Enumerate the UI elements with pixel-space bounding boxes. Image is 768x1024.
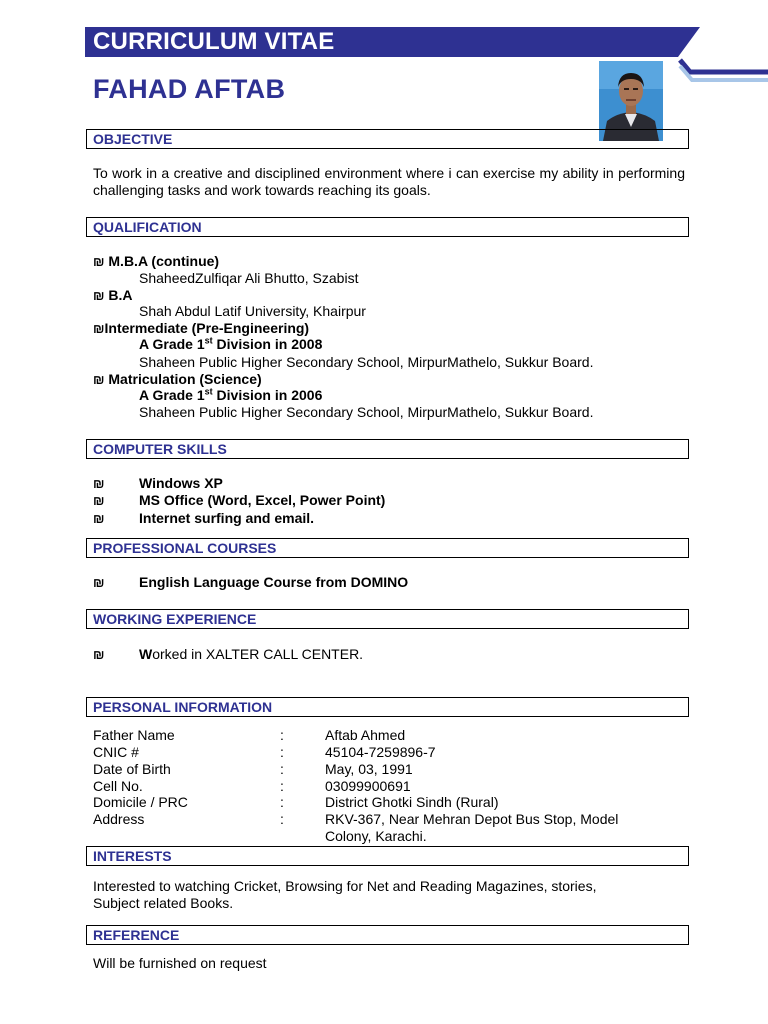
personal-separator: : <box>280 744 284 760</box>
personal-separator: : <box>280 727 284 743</box>
qualification-degree: ₪ B.A <box>93 287 133 303</box>
banner-accent-line <box>680 60 768 72</box>
qualification-institution: ShaheedZulfiqar Ali Bhutto, Szabist <box>139 270 359 286</box>
skill-item: Windows XP <box>139 475 223 491</box>
candidate-name: FAHAD AFTAB <box>93 74 286 104</box>
personal-separator: : <box>280 794 284 810</box>
skill-bullet-icon: ₪ <box>93 511 105 526</box>
personal-label: Cell No. <box>93 778 143 794</box>
section-header-working-experience: WORKING EXPERIENCE <box>86 609 689 629</box>
interests-text: Subject related Books. <box>93 895 234 911</box>
skill-item: Internet surfing and email. <box>139 510 315 526</box>
section-header-objective: OBJECTIVE <box>86 129 689 149</box>
qualification-institution: Shah Abdul Latif University, Khairpur <box>139 303 366 319</box>
personal-label: Address <box>93 811 145 827</box>
course-item: English Language Course from DOMINO <box>139 574 409 590</box>
personal-label: Domicile / PRC <box>93 794 188 810</box>
personal-value: Colony, Karachi. <box>325 828 427 844</box>
document-title: CURRICULUM VITAE <box>93 28 335 55</box>
section-header-reference: REFERENCE <box>86 925 689 945</box>
interests-text: Interested to watching Cricket, Browsing for Net and Reading Magazines, stories, <box>93 878 597 894</box>
experience-item: Worked in XALTER CALL CENTER. <box>139 646 364 662</box>
personal-value: May, 03, 1991 <box>325 761 413 777</box>
section-header-computer-skills: COMPUTER SKILLS <box>86 439 689 459</box>
personal-value: District Ghotki Sindh (Rural) <box>325 794 499 810</box>
qualification-degree: ₪ Matriculation (Science) <box>93 371 262 387</box>
qualification-grade: A Grade 1st Division in 2006 <box>139 386 323 403</box>
personal-separator: : <box>280 811 284 827</box>
skill-bullet-icon: ₪ <box>93 476 105 491</box>
experience-bullet-icon: ₪ <box>93 647 105 662</box>
qualification-degree: ₪Intermediate (Pre-Engineering) <box>93 320 310 336</box>
skill-bullet-icon: ₪ <box>93 493 105 508</box>
section-header-interests: INTERESTS <box>86 846 689 866</box>
section-header-personal-information: PERSONAL INFORMATION <box>86 697 689 717</box>
personal-label: Date of Birth <box>93 761 171 777</box>
personal-value: RKV-367, Near Mehran Depot Bus Stop, Model <box>325 811 619 827</box>
section-header-professional-courses: PROFESSIONAL COURSES <box>86 538 689 558</box>
personal-separator: : <box>280 761 284 777</box>
course-bullet-icon: ₪ <box>93 575 105 590</box>
personal-label: Father Name <box>93 727 175 743</box>
bullet-icon: ₪ <box>93 321 105 336</box>
bullet-icon: ₪ <box>93 254 105 269</box>
reference-text: Will be furnished on request <box>93 955 267 971</box>
personal-value: 45104-7259896-7 <box>325 744 436 760</box>
personal-separator: : <box>280 778 284 794</box>
personal-label: CNIC # <box>93 744 139 760</box>
qualification-institution: Shaheen Public Higher Secondary School, MirpurMathelo, Sukkur Board. <box>139 354 594 370</box>
personal-value: Aftab Ahmed <box>325 727 406 743</box>
skill-item: MS Office (Word, Excel, Power Point) <box>139 492 386 508</box>
objective-text: To work in a creative and disciplined environment where i can exercise my ability in performing challenging tasks and work towards reaching its goals. <box>93 165 685 198</box>
bullet-icon: ₪ <box>93 372 105 387</box>
qualification-institution: Shaheen Public Higher Secondary School, MirpurMathelo, Sukkur Board. <box>139 404 594 420</box>
qualification-grade: A Grade 1st Division in 2008 <box>139 335 323 352</box>
qualification-degree: ₪ M.B.A (continue) <box>93 253 220 269</box>
bullet-icon: ₪ <box>93 288 105 303</box>
personal-value: 03099900691 <box>325 778 411 794</box>
section-header-qualification: QUALIFICATION <box>86 217 689 237</box>
